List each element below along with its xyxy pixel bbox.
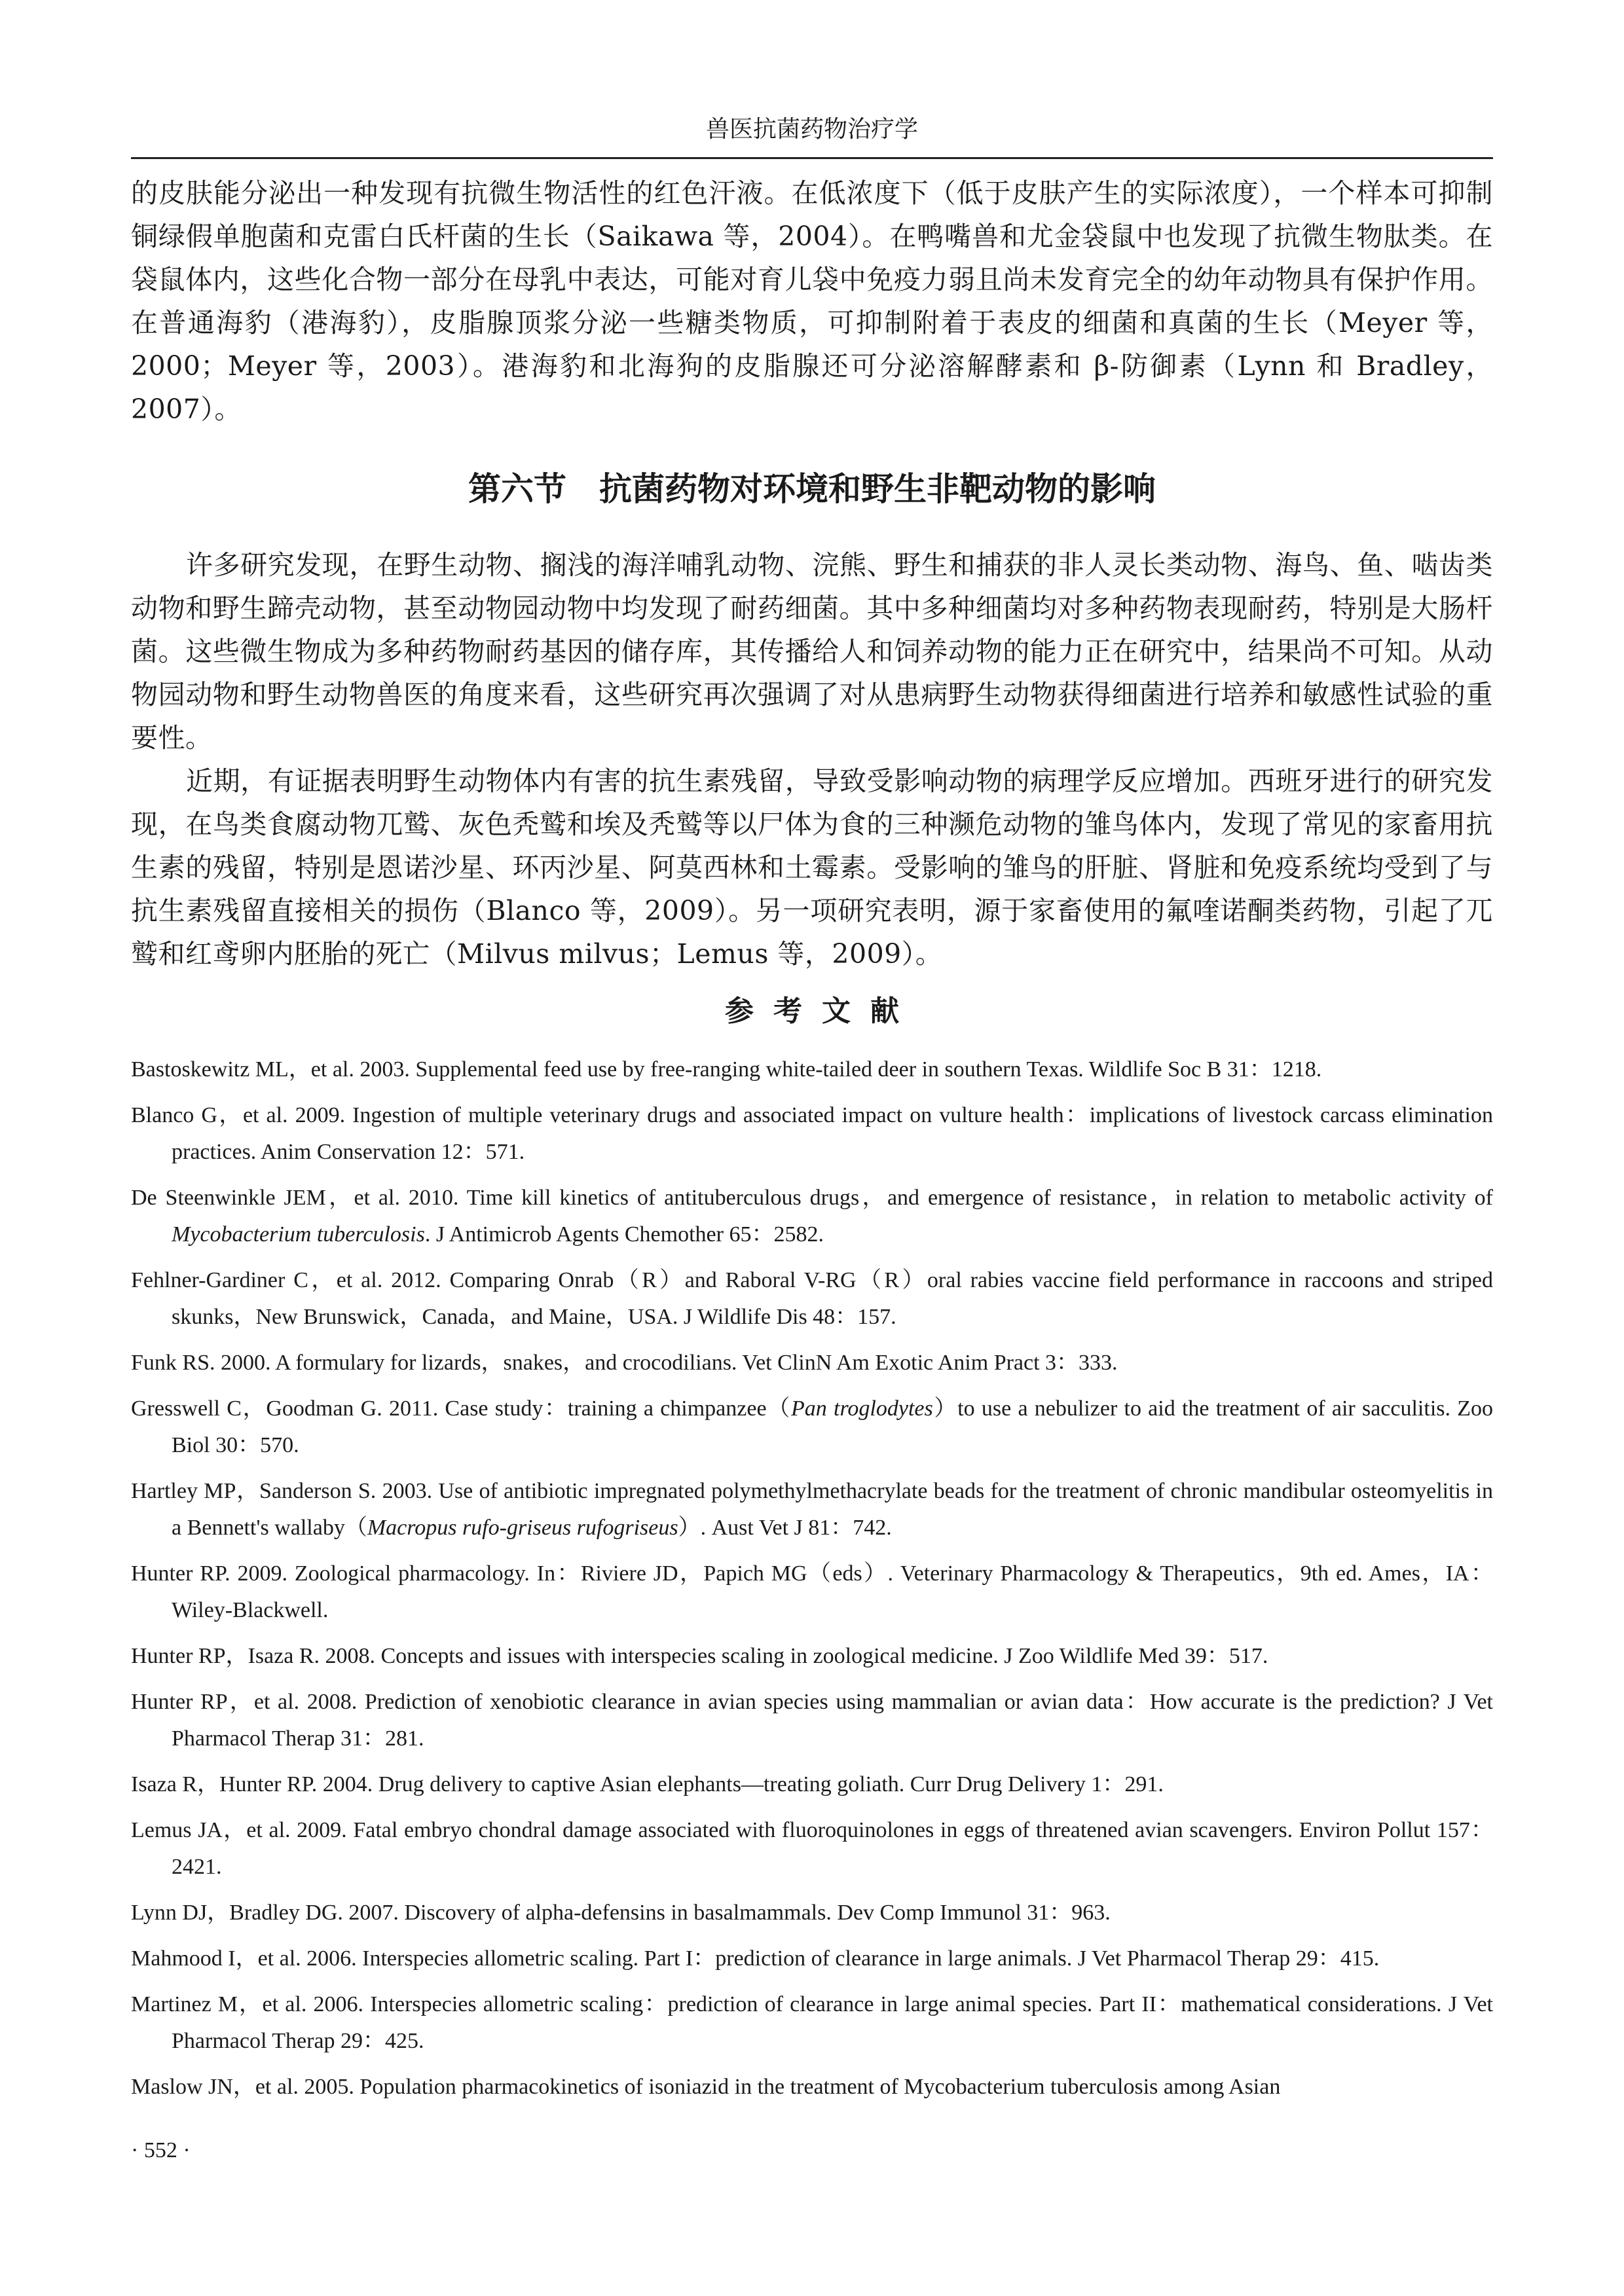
- species-name: Macropus rufo-griseus rufogriseus: [367, 1516, 678, 1540]
- paragraph-continued: 的皮肤能分泌出一种发现有抗微生物活性的红色汗液。在低浓度下（低于皮肤产生的实际浓度），一个样本可抑制铜绿假单胞菌和克雷白氏杆菌的生长（Saikawa 等，2004）。在鸭嘴兽和尤金袋鼠中也发现了抗微生物肽类。在袋鼠体内，这些化合物一部分在母乳中表达，可能对育儿袋中免疫力弱且尚未发育完全的幼年动物具有保护作用。在普通海豹（港海豹），皮脂腺顶浆分泌一些糖类物质，可抑制附着于表皮的细菌和真菌的生长（Meyer 等，2000；Meyer 等，2003）。港海豹和北海狗的皮脂腺还可分泌溶解酵素和 β-防御素（Lynn 和 Bradley，2007）。: [131, 177, 1493, 425]
- section-title: 第六节 抗菌药物对环境和野生非靶动物的影响: [468, 469, 1156, 508]
- reference-text: ）to use a nebulizer to aid the treatment of air sacculitis. Zoo Biol 30：570.: [172, 1396, 1493, 1457]
- reference-item: Hunter RP，Isaza R. 2008. Concepts and issues with interspecies scaling in zoological medicine. J Zoo Wildlife Med 39：517.: [131, 1644, 1268, 1668]
- reference-text: . J Antimicrob Agents Chemother 65：2582.: [424, 1222, 824, 1247]
- reference-item: Bastoskewitz ML，et al. 2003. Supplemental feed use by free-ranging white-tailed deer in southern Texas. Wildlife Soc B 31：1218.: [131, 1057, 1322, 1082]
- reference-text: Gresswell C，Goodman G. 2011. Case study：training a chimpanzee（: [131, 1396, 792, 1421]
- species-name: Mycobacterium tuberculosis: [172, 1222, 425, 1247]
- reference-item: Maslow JN，et al. 2005. Population pharmacokinetics of isoniazid in the treatment of Mycobacterium tuberculosis among Asian: [131, 2075, 1281, 2099]
- reference-item: [131, 1391, 1493, 1464]
- reference-item: [131, 1180, 1493, 1253]
- reference-item: Lemus JA，et al. 2009. Fatal embryo chondral damage associated with fluoroquinolones in eggs of threatened avian scavengers. Environ Pollut 157：2421.: [131, 1818, 1493, 1879]
- reference-item: Funk RS. 2000. A formulary for lizards，snakes，and crocodilians. Vet ClinN Am Exotic Anim Pract 3：333.: [131, 1351, 1118, 1375]
- references-list: [131, 1051, 1493, 2105]
- paragraph-antibiotic-residues: 近期，有证据表明野生动物体内有害的抗生素残留，导致受影响动物的病理学反应增加。西班牙进行的研究发现，在鸟类食腐动物兀鹫、灰色秃鹫和埃及秃鹫等以尸体为食的三种濒危动物的雏鸟体内，发现了常见的家畜用抗生素的残留，特别是恩诺沙星、环丙沙星、阿莫西林和土霉素。受影响的雏鸟的肝脏、肾脏和免疫系统均受到了与抗生素残留直接相关的损伤（Blanco 等，2009）。另一项研究表明，源于家畜使用的氟喹诺酮类药物，引起了兀鹫和红鸢卵内胚胎的死亡（Milvus milvus；Lemus 等，2009）。: [131, 765, 1493, 970]
- reference-item: Mahmood I，et al. 2006. Interspecies allometric scaling. Part I：prediction of clearance in large animals. J Vet Pharmacol Therap 29：415.: [131, 1946, 1380, 1971]
- header-rule: [131, 157, 1493, 159]
- reference-item: Hunter RP，et al. 2008. Prediction of xenobiotic clearance in avian species using mammalian or avian data：How accurate is the prediction? J Vet Pharmacol Therap 31：281.: [131, 1690, 1493, 1751]
- references-title: 参考文献: [725, 994, 919, 1028]
- reference-item: Blanco G，et al. 2009. Ingestion of multiple veterinary drugs and associated impact on vulture health：implications of livestock carcass elimination practices. Anim Conservation 12：571.: [131, 1103, 1493, 1164]
- reference-text: ）. Aust Vet J 81：742.: [678, 1516, 892, 1540]
- reference-item: Lynn DJ，Bradley DG. 2007. Discovery of alpha-defensins in basalmammals. Dev Comp Immunol 31：963.: [131, 1901, 1111, 1925]
- page-body: [131, 172, 1493, 2115]
- reference-item: Isaza R，Hunter RP. 2004. Drug delivery to captive Asian elephants—treating goliath. Curr Drug Delivery 1：291.: [131, 1772, 1164, 1796]
- reference-item: Martinez M，et al. 2006. Interspecies allometric scaling：prediction of clearance in large animal species. Part II：mathematical considerations. J Vet Pharmacol Therap 29：425.: [131, 1992, 1493, 2053]
- species-name: Pan troglodytes: [791, 1396, 933, 1421]
- reference-item: [131, 1473, 1493, 1546]
- reference-text: Hartley MP，Sanderson S. 2003. Use of antibiotic impregnated polymethylmethacrylate beads for the treatment of chronic mandibular osteomyelitis in a Bennett's wallaby（: [131, 1479, 1493, 1540]
- running-title: 兽医抗菌药物治疗学: [705, 116, 918, 143]
- page-number: · 552 ·: [131, 2138, 191, 2162]
- reference-text: De Steenwinkle JEM，et al. 2010. Time kill kinetics of antituberculous drugs，and emergence of resistance，in relation to metabolic activity of: [131, 1186, 1493, 1210]
- paragraph-resistant-bacteria: 许多研究发现，在野生动物、搁浅的海洋哺乳动物、浣熊、野生和捕获的非人灵长类动物、海鸟、鱼、啮齿类动物和野生蹄壳动物，甚至动物园动物中均发现了耐药细菌。其中多种细菌均对多种药物表现耐药，特别是大肠杆菌。这些微生物成为多种药物耐药基因的储存库，其传播给人和饲养动物的能力正在研究中，结果尚不可知。从动物园动物和野生动物兽医的角度来看，这些研究再次强调了对从患病野生动物获得细菌进行培养和敏感性试验的重要性。: [131, 549, 1493, 754]
- reference-item: Hunter RP. 2009. Zoological pharmacology. In：Riviere JD，Papich MG（eds）. Veterinary Pharmacology & Therapeutics，9th ed. Ames，IA：Wiley-Blackwell.: [131, 1561, 1493, 1622]
- reference-item: Fehlner-Gardiner C，et al. 2012. Comparing Onrab（R）and Raboral V-RG（R）oral rabies vaccine field performance in raccoons and striped skunks，New Brunswick，Canada，and Maine，USA. J Wildlife Dis 48：157.: [131, 1268, 1493, 1329]
